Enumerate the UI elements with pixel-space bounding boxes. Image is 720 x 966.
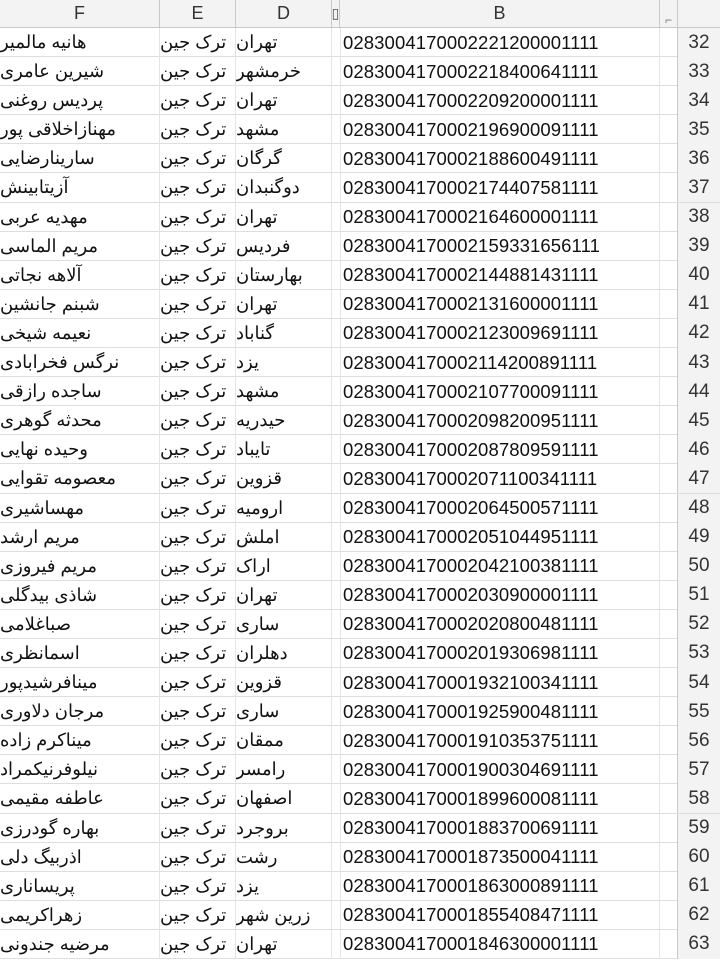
cell-category[interactable]: ترک جین bbox=[160, 726, 236, 755]
row-number[interactable]: 35 bbox=[678, 115, 720, 144]
row-number[interactable]: 46 bbox=[678, 435, 720, 464]
cell-code[interactable]: 0283004170002221200001111 bbox=[340, 28, 660, 57]
column-header-a-hidden[interactable] bbox=[660, 0, 678, 27]
cell-city[interactable]: دوگنبدان bbox=[236, 173, 332, 202]
table-row bbox=[0, 28, 720, 57]
cell-name[interactable]: صباغلامی bbox=[0, 610, 160, 639]
cell-name[interactable]: مهدیه عربی bbox=[0, 203, 160, 232]
cell-hidden-column[interactable] bbox=[660, 552, 678, 581]
cell-category[interactable]: ترک جین bbox=[160, 319, 236, 348]
cell-category[interactable]: ترک جین bbox=[160, 261, 236, 290]
cell-name[interactable]: مهساشیری bbox=[0, 494, 160, 523]
row-number[interactable]: 36 bbox=[678, 144, 720, 173]
cell-city[interactable]: رامسر bbox=[236, 755, 332, 784]
table-row bbox=[0, 115, 720, 144]
cell-category[interactable]: ترک جین bbox=[160, 86, 236, 115]
cell-code[interactable]: 0283004170001873500041111 bbox=[340, 843, 660, 872]
cell-code[interactable]: 0283004170002123009691111 bbox=[340, 319, 660, 348]
cell-hidden-column[interactable] bbox=[660, 610, 678, 639]
cell-category[interactable]: ترک جین bbox=[160, 115, 236, 144]
row-number[interactable]: 37 bbox=[678, 173, 720, 202]
row-number[interactable]: 56 bbox=[678, 726, 720, 755]
column-header-e[interactable]: E bbox=[160, 0, 236, 27]
cell-category[interactable]: ترک جین bbox=[160, 901, 236, 930]
cell-city[interactable]: ممقان bbox=[236, 726, 332, 755]
cell-code[interactable]: 0283004170002114200891111 bbox=[340, 348, 660, 377]
cell-city[interactable]: اراک bbox=[236, 552, 332, 581]
cell-code[interactable]: 0283004170002174407581111 bbox=[340, 173, 660, 202]
cell-category[interactable]: ترک جین bbox=[160, 668, 236, 697]
row-number[interactable]: 33 bbox=[678, 57, 720, 86]
column-header-f[interactable]: F bbox=[0, 0, 160, 27]
cell-name[interactable]: زهراکریمی bbox=[0, 901, 160, 930]
cell-hidden-column[interactable] bbox=[660, 930, 678, 959]
cell-name[interactable]: مریم ارشد bbox=[0, 523, 160, 552]
table-row bbox=[0, 581, 720, 610]
cell-hidden-column[interactable] bbox=[660, 697, 678, 726]
cell-category[interactable]: ترک جین bbox=[160, 144, 236, 173]
table-row bbox=[0, 726, 720, 755]
cell-category[interactable]: ترک جین bbox=[160, 784, 236, 813]
column-header-c-hidden[interactable] bbox=[332, 0, 340, 27]
cell-code[interactable]: 0283004170002209200001111 bbox=[340, 86, 660, 115]
row-number[interactable]: 59 bbox=[678, 814, 720, 843]
cell-hidden-column[interactable] bbox=[660, 755, 678, 784]
cell-category[interactable]: ترک جین bbox=[160, 610, 236, 639]
table-row bbox=[0, 232, 720, 261]
cell-name[interactable]: مرضیه جندونی bbox=[0, 930, 160, 959]
cell-code[interactable]: 0283004170002030900001111 bbox=[340, 581, 660, 610]
table-row bbox=[0, 814, 720, 843]
cell-city[interactable]: تهران bbox=[236, 290, 332, 319]
table-row bbox=[0, 435, 720, 464]
row-number[interactable]: 47 bbox=[678, 464, 720, 493]
cell-code[interactable]: 0283004170001900304691111 bbox=[340, 755, 660, 784]
resize-handle-icon: ▯ bbox=[331, 5, 340, 21]
table-row bbox=[0, 173, 720, 202]
cell-hidden-column[interactable] bbox=[660, 901, 678, 930]
cell-code[interactable]: 0283004170001863000891111 bbox=[340, 872, 660, 901]
cell-category[interactable]: ترک جین bbox=[160, 581, 236, 610]
row-number[interactable]: 62 bbox=[678, 901, 720, 930]
cell-hidden-column[interactable] bbox=[660, 581, 678, 610]
cell-name[interactable]: محدثه گوهری bbox=[0, 406, 160, 435]
cell-name[interactable]: شبنم جانشین bbox=[0, 290, 160, 319]
cell-hidden-column[interactable] bbox=[660, 435, 678, 464]
cell-category[interactable]: ترک جین bbox=[160, 173, 236, 202]
cell-category[interactable]: ترک جین bbox=[160, 435, 236, 464]
row-number[interactable]: 34 bbox=[678, 86, 720, 115]
cell-city[interactable]: رشت bbox=[236, 843, 332, 872]
table-row bbox=[0, 552, 720, 581]
row-number[interactable]: 50 bbox=[678, 552, 720, 581]
cell-code[interactable]: 0283004170002098200951111 bbox=[340, 406, 660, 435]
select-all-corner[interactable] bbox=[678, 0, 720, 27]
row-number[interactable]: 63 bbox=[678, 930, 720, 959]
row-number[interactable]: 58 bbox=[678, 784, 720, 813]
cell-city[interactable]: فردیس bbox=[236, 232, 332, 261]
table-row bbox=[0, 784, 720, 813]
cell-hidden-column[interactable] bbox=[660, 784, 678, 813]
table-row bbox=[0, 144, 720, 173]
cell-hidden-column[interactable] bbox=[660, 843, 678, 872]
row-number[interactable]: 55 bbox=[678, 697, 720, 726]
cell-hidden-column[interactable] bbox=[660, 57, 678, 86]
cell-code[interactable]: 0283004170002071100341111 bbox=[340, 464, 660, 493]
row-number[interactable]: 51 bbox=[678, 581, 720, 610]
table-row bbox=[0, 872, 720, 901]
row-number[interactable]: 60 bbox=[678, 843, 720, 872]
cell-code[interactable]: 0283004170002107700091111 bbox=[340, 377, 660, 406]
cell-code[interactable]: 0283004170002042100381111 bbox=[340, 552, 660, 581]
row-number[interactable]: 48 bbox=[678, 494, 720, 523]
column-header-row bbox=[0, 0, 720, 28]
cell-code[interactable]: 0283004170001855408471111 bbox=[340, 901, 660, 930]
cell-name[interactable]: پریساناری bbox=[0, 872, 160, 901]
cell-category[interactable]: ترک جین bbox=[160, 843, 236, 872]
cell-city[interactable]: بهارستان bbox=[236, 261, 332, 290]
cell-hidden-column[interactable] bbox=[660, 86, 678, 115]
table-row bbox=[0, 668, 720, 697]
cell-city[interactable]: اصفهان bbox=[236, 784, 332, 813]
cell-category[interactable]: ترک جین bbox=[160, 406, 236, 435]
cell-name[interactable]: ساجده رازقی bbox=[0, 377, 160, 406]
cell-category[interactable]: ترک جین bbox=[160, 639, 236, 668]
cell-hidden-column[interactable] bbox=[660, 523, 678, 552]
cell-city[interactable]: تهران bbox=[236, 86, 332, 115]
cell-code[interactable]: 0283004170001925900481111 bbox=[340, 697, 660, 726]
cell-code[interactable]: 0283004170002064500571111 bbox=[340, 494, 660, 523]
row-number[interactable]: 42 bbox=[678, 319, 720, 348]
cell-code[interactable]: 0283004170002020800481111 bbox=[340, 610, 660, 639]
column-header-d[interactable]: D bbox=[236, 0, 332, 27]
table-row bbox=[0, 406, 720, 435]
cell-name[interactable]: نرگس فخرابادی bbox=[0, 348, 160, 377]
cell-category[interactable]: ترک جین bbox=[160, 232, 236, 261]
cell-hidden-column[interactable] bbox=[660, 406, 678, 435]
cell-name[interactable]: اذربیگ دلی bbox=[0, 843, 160, 872]
cell-code[interactable]: 0283004170002196900091111 bbox=[340, 115, 660, 144]
cell-category[interactable]: ترک جین bbox=[160, 377, 236, 406]
cell-category[interactable]: ترک جین bbox=[160, 348, 236, 377]
cell-hidden-column[interactable] bbox=[660, 377, 678, 406]
cell-city[interactable]: مشهد bbox=[236, 115, 332, 144]
table-row bbox=[0, 348, 720, 377]
cell-name[interactable]: آلاهه نجاتی bbox=[0, 261, 160, 290]
table-row bbox=[0, 523, 720, 552]
cell-code[interactable]: 0283004170002159331656111 bbox=[340, 232, 660, 261]
row-number[interactable]: 38 bbox=[678, 203, 720, 232]
cell-city[interactable]: خرمشهر bbox=[236, 57, 332, 86]
cell-name[interactable]: مرجان دلاوری bbox=[0, 697, 160, 726]
table-row bbox=[0, 319, 720, 348]
cell-category[interactable]: ترک جین bbox=[160, 494, 236, 523]
cell-code[interactable]: 0283004170002164600001111 bbox=[340, 203, 660, 232]
row-number[interactable]: 32 bbox=[678, 28, 720, 57]
cell-code[interactable]: 0283004170002051044951111 bbox=[340, 523, 660, 552]
table-row bbox=[0, 494, 720, 523]
cell-city[interactable]: تهران bbox=[236, 930, 332, 959]
table-row bbox=[0, 261, 720, 290]
cell-name[interactable]: معصومه تقوایی bbox=[0, 464, 160, 493]
table-row bbox=[0, 639, 720, 668]
cell-hidden-column[interactable] bbox=[660, 319, 678, 348]
cell-city[interactable]: یزد bbox=[236, 872, 332, 901]
cell-hidden-column[interactable] bbox=[660, 115, 678, 144]
table-row bbox=[0, 377, 720, 406]
row-number[interactable]: 49 bbox=[678, 523, 720, 552]
row-number[interactable]: 40 bbox=[678, 261, 720, 290]
cell-category[interactable]: ترک جین bbox=[160, 57, 236, 86]
cell-category[interactable]: ترک جین bbox=[160, 464, 236, 493]
cell-hidden-column[interactable] bbox=[660, 814, 678, 843]
cell-name[interactable]: نیلوفرنیکمراد bbox=[0, 755, 160, 784]
cell-name[interactable]: مریم فیروزی bbox=[0, 552, 160, 581]
cell-hidden-column[interactable] bbox=[660, 726, 678, 755]
cell-city[interactable]: تهران bbox=[236, 203, 332, 232]
cell-hidden-column[interactable] bbox=[660, 639, 678, 668]
row-number[interactable]: 43 bbox=[678, 348, 720, 377]
cell-category[interactable]: ترک جین bbox=[160, 28, 236, 57]
hidden-column-marker-icon: ⌐ bbox=[664, 12, 672, 27]
cell-hidden-column[interactable] bbox=[660, 668, 678, 697]
cell-city[interactable]: مشهد bbox=[236, 377, 332, 406]
cell-category[interactable]: ترک جین bbox=[160, 552, 236, 581]
cell-city[interactable]: تهران bbox=[236, 28, 332, 57]
row-number[interactable]: 57 bbox=[678, 755, 720, 784]
cell-category[interactable]: ترک جین bbox=[160, 872, 236, 901]
cell-code[interactable]: 0283004170002019306981111 bbox=[340, 639, 660, 668]
cell-hidden-column[interactable] bbox=[660, 348, 678, 377]
cell-city[interactable]: ساری bbox=[236, 610, 332, 639]
cell-name[interactable]: اسمانظری bbox=[0, 639, 160, 668]
cell-hidden-column[interactable] bbox=[660, 494, 678, 523]
cell-code[interactable]: 0283004170001932100341111 bbox=[340, 668, 660, 697]
cell-city[interactable]: قزوین bbox=[236, 464, 332, 493]
cell-city[interactable]: گناباد bbox=[236, 319, 332, 348]
cell-name[interactable]: بهاره گودرزی bbox=[0, 814, 160, 843]
cell-name[interactable]: مهنازاخلاقی پور bbox=[0, 115, 160, 144]
cell-category[interactable]: ترک جین bbox=[160, 203, 236, 232]
cell-name[interactable]: هانیه مالمیر bbox=[0, 28, 160, 57]
table-row bbox=[0, 203, 720, 232]
table-row bbox=[0, 901, 720, 930]
row-number[interactable]: 52 bbox=[678, 610, 720, 639]
cell-code[interactable]: 0283004170002218400641111 bbox=[340, 57, 660, 86]
cell-name[interactable]: شاذی بیدگلی bbox=[0, 581, 160, 610]
cell-hidden-column[interactable] bbox=[660, 144, 678, 173]
cell-hidden-column[interactable] bbox=[660, 464, 678, 493]
table-row bbox=[0, 464, 720, 493]
cell-category[interactable]: ترک جین bbox=[160, 697, 236, 726]
cell-category[interactable]: ترک جین bbox=[160, 523, 236, 552]
cell-hidden-column[interactable] bbox=[660, 232, 678, 261]
table-row bbox=[0, 57, 720, 86]
cell-code[interactable]: 0283004170001899600081111 bbox=[340, 784, 660, 813]
cell-city[interactable]: حیدریه bbox=[236, 406, 332, 435]
table-row bbox=[0, 697, 720, 726]
cell-category[interactable]: ترک جین bbox=[160, 290, 236, 319]
cell-city[interactable]: زرین شهر bbox=[236, 901, 332, 930]
cell-city[interactable]: املش bbox=[236, 523, 332, 552]
cell-name[interactable]: میناکرم زاده bbox=[0, 726, 160, 755]
column-header-b[interactable]: B bbox=[340, 0, 660, 27]
cell-code[interactable]: 0283004170002131600001111 bbox=[340, 290, 660, 319]
table-row bbox=[0, 290, 720, 319]
cell-name[interactable]: عاطفه مقیمی bbox=[0, 784, 160, 813]
cell-hidden-column[interactable] bbox=[660, 173, 678, 202]
cell-hidden-column[interactable] bbox=[660, 290, 678, 319]
cell-category[interactable]: ترک جین bbox=[160, 755, 236, 784]
cell-name[interactable]: پردیس روغنی bbox=[0, 86, 160, 115]
table-row bbox=[0, 86, 720, 115]
cell-hidden-column[interactable] bbox=[660, 203, 678, 232]
cell-city[interactable]: یزد bbox=[236, 348, 332, 377]
cell-city[interactable]: دهلران bbox=[236, 639, 332, 668]
cell-name[interactable]: مریم الماسی bbox=[0, 232, 160, 261]
cell-city[interactable]: قزوین bbox=[236, 668, 332, 697]
cell-city[interactable]: بروجرد bbox=[236, 814, 332, 843]
row-number[interactable]: 61 bbox=[678, 872, 720, 901]
cell-name[interactable]: نعیمه شیخی bbox=[0, 319, 160, 348]
cell-name[interactable]: شیرین عامری bbox=[0, 57, 160, 86]
cell-category[interactable]: ترک جین bbox=[160, 814, 236, 843]
cell-name[interactable]: سارینارضایی bbox=[0, 144, 160, 173]
cell-code[interactable]: 0283004170002144881431111 bbox=[340, 261, 660, 290]
cell-name[interactable]: آزیتابینش bbox=[0, 173, 160, 202]
row-number[interactable]: 39 bbox=[678, 232, 720, 261]
cell-hidden-column[interactable] bbox=[660, 261, 678, 290]
row-number[interactable]: 53 bbox=[678, 639, 720, 668]
cell-hidden-column[interactable] bbox=[660, 872, 678, 901]
table-row bbox=[0, 843, 720, 872]
table-row bbox=[0, 755, 720, 784]
cell-category[interactable]: ترک جین bbox=[160, 930, 236, 959]
table-row bbox=[0, 610, 720, 639]
cell-city[interactable]: تایباد bbox=[236, 435, 332, 464]
cell-name[interactable]: مینافرشیدپور bbox=[0, 668, 160, 697]
cell-name[interactable]: وحیده نهایی bbox=[0, 435, 160, 464]
cell-city[interactable]: ساری bbox=[236, 697, 332, 726]
cell-city[interactable]: ارومیه bbox=[236, 494, 332, 523]
cell-hidden-column[interactable] bbox=[660, 28, 678, 57]
cell-city[interactable]: تهران bbox=[236, 581, 332, 610]
cell-code[interactable]: 0283004170002188600491111 bbox=[340, 144, 660, 173]
sheet-rows bbox=[0, 28, 720, 959]
cell-code[interactable]: 0283004170002087809591111 bbox=[340, 435, 660, 464]
row-number[interactable]: 44 bbox=[678, 377, 720, 406]
table-row bbox=[0, 930, 720, 959]
cell-code[interactable]: 0283004170001910353751111 bbox=[340, 726, 660, 755]
cell-city[interactable]: گرگان bbox=[236, 144, 332, 173]
row-number[interactable]: 45 bbox=[678, 406, 720, 435]
cell-code[interactable]: 0283004170001883700691111 bbox=[340, 814, 660, 843]
cell-code[interactable]: 0283004170001846300001111 bbox=[340, 930, 660, 959]
row-number[interactable]: 41 bbox=[678, 290, 720, 319]
row-number[interactable]: 54 bbox=[678, 668, 720, 697]
